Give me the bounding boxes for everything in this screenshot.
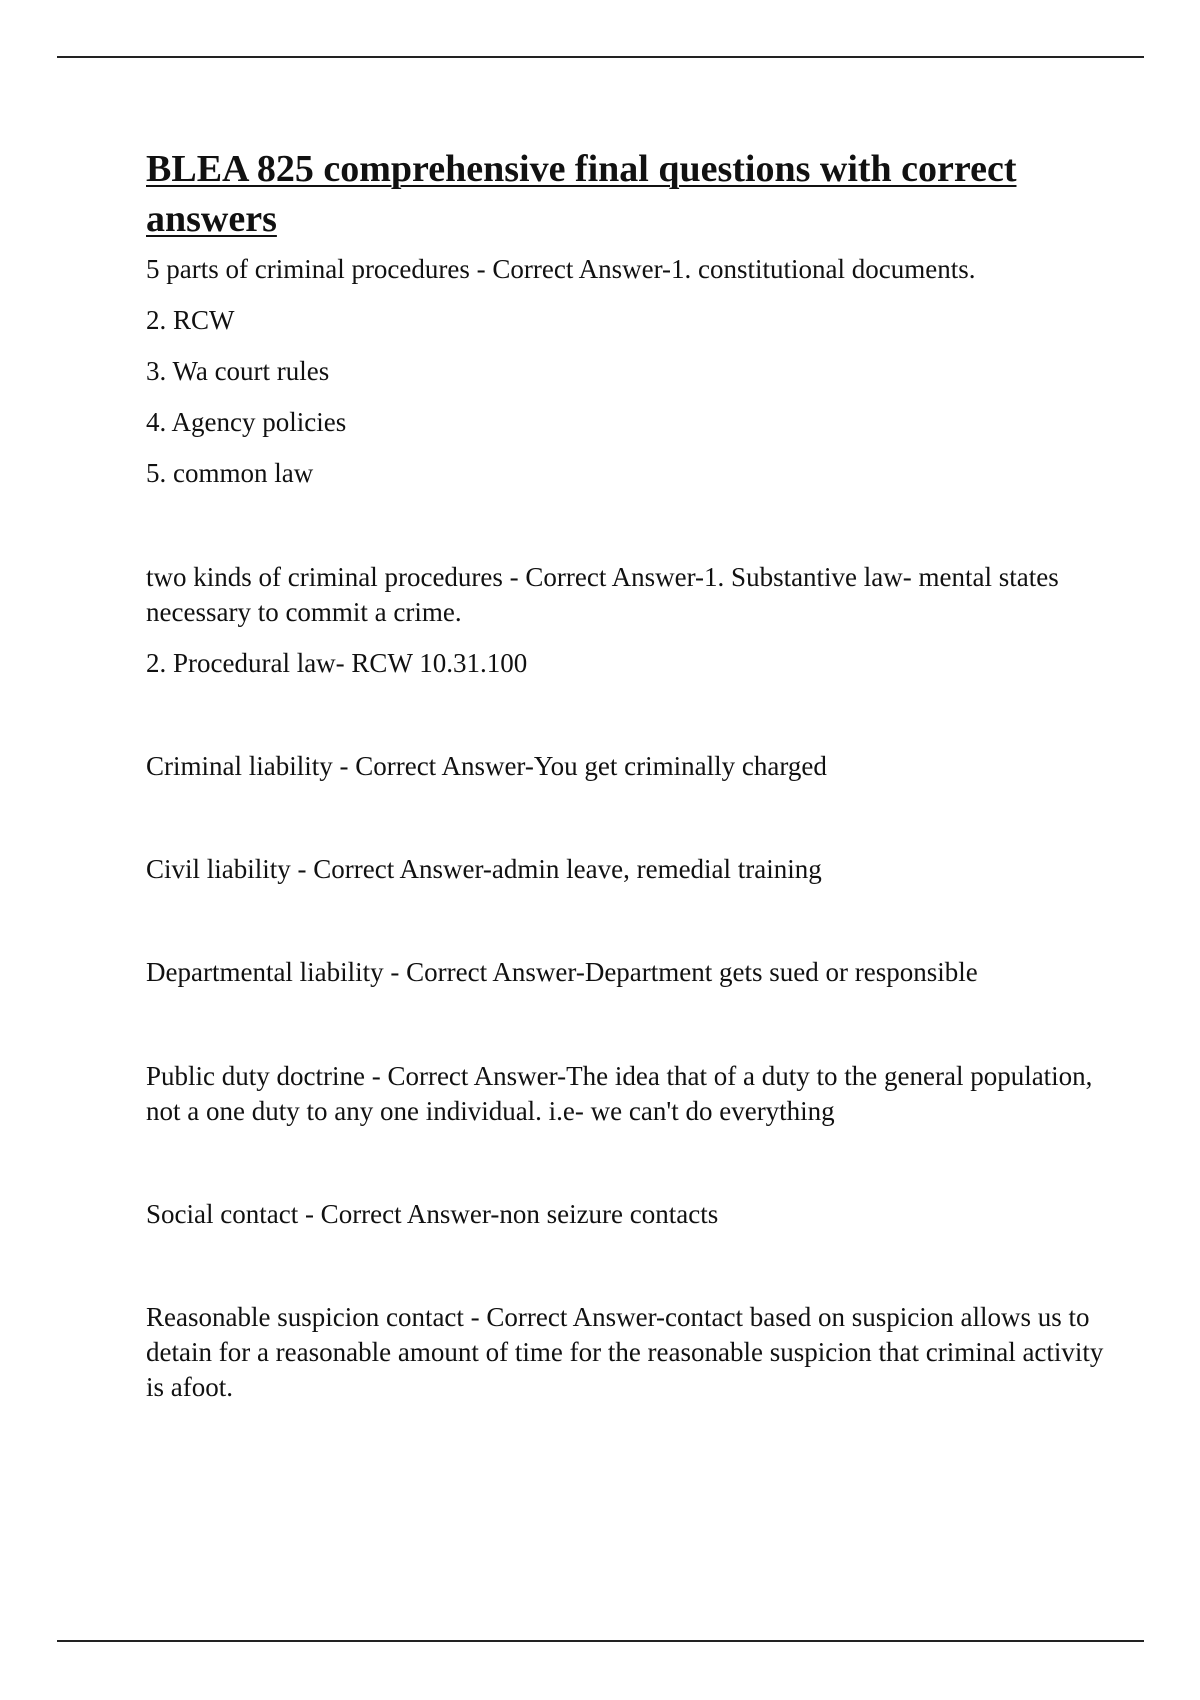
entry-line: Civil liability - Correct Answer-admin leave, remedial training [146, 854, 822, 884]
qa-entry [146, 852, 1106, 887]
entry-line: Social contact - Correct Answer-non seizure contacts [146, 1199, 719, 1229]
entry-line: 2. RCW [146, 305, 235, 335]
qa-entry [146, 1197, 1106, 1232]
entry-line: 4. Agency policies [146, 407, 347, 437]
entry-line: two kinds of criminal procedures - Correct Answer-1. Substantive law- mental states necessary to commit a crime. [146, 562, 1066, 627]
qa-entry [146, 1300, 1111, 1405]
document-body [146, 144, 1111, 1405]
entry-line: Departmental liability - Correct Answer-Department gets sued or responsible [146, 957, 978, 987]
entry-line: 2. Procedural law- RCW 10.31.100 [146, 648, 528, 678]
entry-line: Reasonable suspicion contact - Correct Answer-contact based on suspicion allows us to detain for a reasonable amount of time for the reasonable suspicion that criminal activity is afoot. [146, 1302, 1111, 1402]
footer-rule [57, 1640, 1144, 1642]
qa-entry [146, 560, 1106, 681]
header-rule [57, 56, 1144, 58]
qa-entry [146, 1059, 1106, 1129]
entry-line: 3. Wa court rules [146, 356, 330, 386]
entry-line: Public duty doctrine - Correct Answer-The idea that of a duty to the general population, not a one duty to any one individual. i.e- we can't do everything [146, 1061, 1100, 1126]
qa-entry [146, 955, 1106, 990]
entry-line: Criminal liability - Correct Answer-You get criminally charged [146, 751, 827, 781]
entry-line: 5 parts of criminal procedures - Correct Answer-1. constitutional documents. [146, 254, 976, 284]
document-title: BLEA 825 comprehensive final questions with correct answers [146, 148, 1017, 240]
qa-entry [146, 252, 1106, 491]
qa-entry [146, 749, 1106, 784]
entry-line: 5. common law [146, 458, 314, 488]
